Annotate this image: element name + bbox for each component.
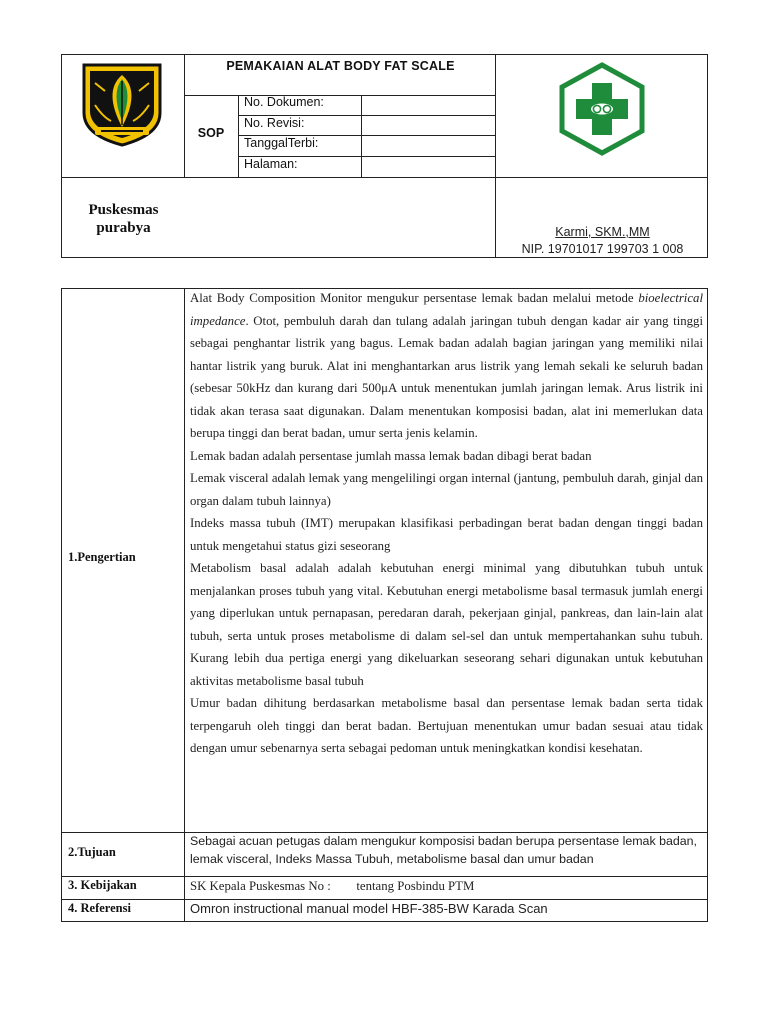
document-title: PEMAKAIAN ALAT BODY FAT SCALE [226, 59, 455, 73]
section-label-referensi: 4. Referensi [68, 901, 131, 915]
organization-name [62, 201, 185, 237]
page-label: Halaman: [244, 157, 298, 171]
pengertian-content [190, 287, 703, 760]
section-label-tujuan: 2.Tujuan [68, 845, 116, 859]
section-label-kebijakan: 3. Kebijakan [68, 878, 137, 892]
sop-header-table [61, 54, 708, 258]
document-number-label: No. Dokumen: [244, 95, 324, 109]
revision-number-label: No. Revisi: [244, 116, 305, 130]
organization-name-line2: purabya [96, 220, 151, 236]
pengertian-p1-start: Alat Body Composition Monitor mengukur persentase lemak badan melalui metode [190, 291, 634, 305]
sop-label: SOP [197, 126, 225, 140]
issue-date-label: TanggalTerbi: [244, 136, 319, 150]
pengertian-p1-rest: . Otot, pembuluh darah dan tulang adalah jaringan tubuh dengan kadar air yang tinggi sebagai penghantar listrik yang bagus. Lemak badan adalah bagian jaringan yang memiliki nilai hantar listrik yang buruk. Alat ini menghantarkan arus listrik yang lemah sekali ke seluruh badan (sebesar 50kHz dan kurang dari 500μA untuk menentukan jumlah jaringan lemak. Arus listrik ini tidak akan terasa saat digunakan. Dalam menentukan komposisi badan, alat ini memerlukan data berupa tinggi dan berat badan, umur serta jenis kelamin. [190, 313, 703, 440]
pengertian-paragraph-3: Lemak visceral adalah lemak yang mengelilingi organ internal (jantung, pembuluh darah, ginjal dan organ dalam tubuh lainnya) [190, 471, 703, 508]
pengertian-paragraph-6: Umur badan dihitung berdasarkan metabolisme basal dan persentase lemak badan serta tidak terpengaruh oleh tinggi dan berat badan. Bertujuan menentukan umur badan sesuai atau tidak dengan umur sebenarnya serta sebagai pedoman untuk meningkatkan kondisi kesehatan. [190, 696, 703, 755]
referensi-text: Omron instructional manual model HBF-385-BW Karada Scan [190, 901, 548, 916]
signer-nip: NIP. 19701017 199703 1 008 [521, 242, 684, 256]
pengertian-paragraph-1 [190, 287, 703, 445]
pengertian-paragraph-4: Indeks massa tubuh (IMT) merupakan klasifikasi perbadingan berat badan dengan tinggi badan untuk mengetahui status gizi seseorang [190, 516, 703, 553]
puskesmas-cross-logo [556, 61, 648, 157]
header-divider [184, 95, 495, 96]
header-divider [184, 55, 185, 177]
kebijakan-text: SK Kepala Puskesmas No : tentang Posbindu PTM [190, 879, 475, 893]
tujuan-text: Sebagai acuan petugas dalam mengukur komposisi badan berupa persentase lemak badan, lemak visceral, Indeks Massa Tubuh, metabolisme basal dan umur badan [190, 834, 697, 866]
signer-name: Karmi, SKM.,MM [555, 225, 650, 239]
header-divider [361, 95, 362, 177]
section-label-pengertian: 1.Pengertian [68, 550, 136, 564]
organization-name-line1: Puskesmas [88, 202, 159, 218]
pengertian-paragraph-2: Lemak badan adalah persentase jumlah massa lemak badan dibagi berat badan [190, 448, 592, 463]
header-divider [62, 177, 708, 178]
regional-crest-logo [81, 61, 163, 147]
pengertian-p1-term: bioelectrical impedance [190, 291, 703, 328]
sop-content-table [61, 288, 708, 922]
column-divider [184, 289, 185, 922]
header-divider [238, 95, 239, 177]
pengertian-paragraph-5: Metabolism basal adalah adalah kebutuhan energi minimal yang dibutuhkan tubuh untuk menjalankan proses tubuh yang vital. Kebutuhan energi metabolisme basal termasuk jumlah energi yang diperlukan untuk pernapasan, peredaran darah, pekerjaan ginjal, pankreas, dan lain-lain alat tubuh, serta untuk proses metabolisme di dalam sel-sel dan untuk mempertahankan suhu tubuh. Kurang lebih dua pertiga energi yang dikeluarkan seseorang sehari digunakan untuk kebutuhan aktivitas metabolisme basal tubuh [190, 561, 703, 688]
